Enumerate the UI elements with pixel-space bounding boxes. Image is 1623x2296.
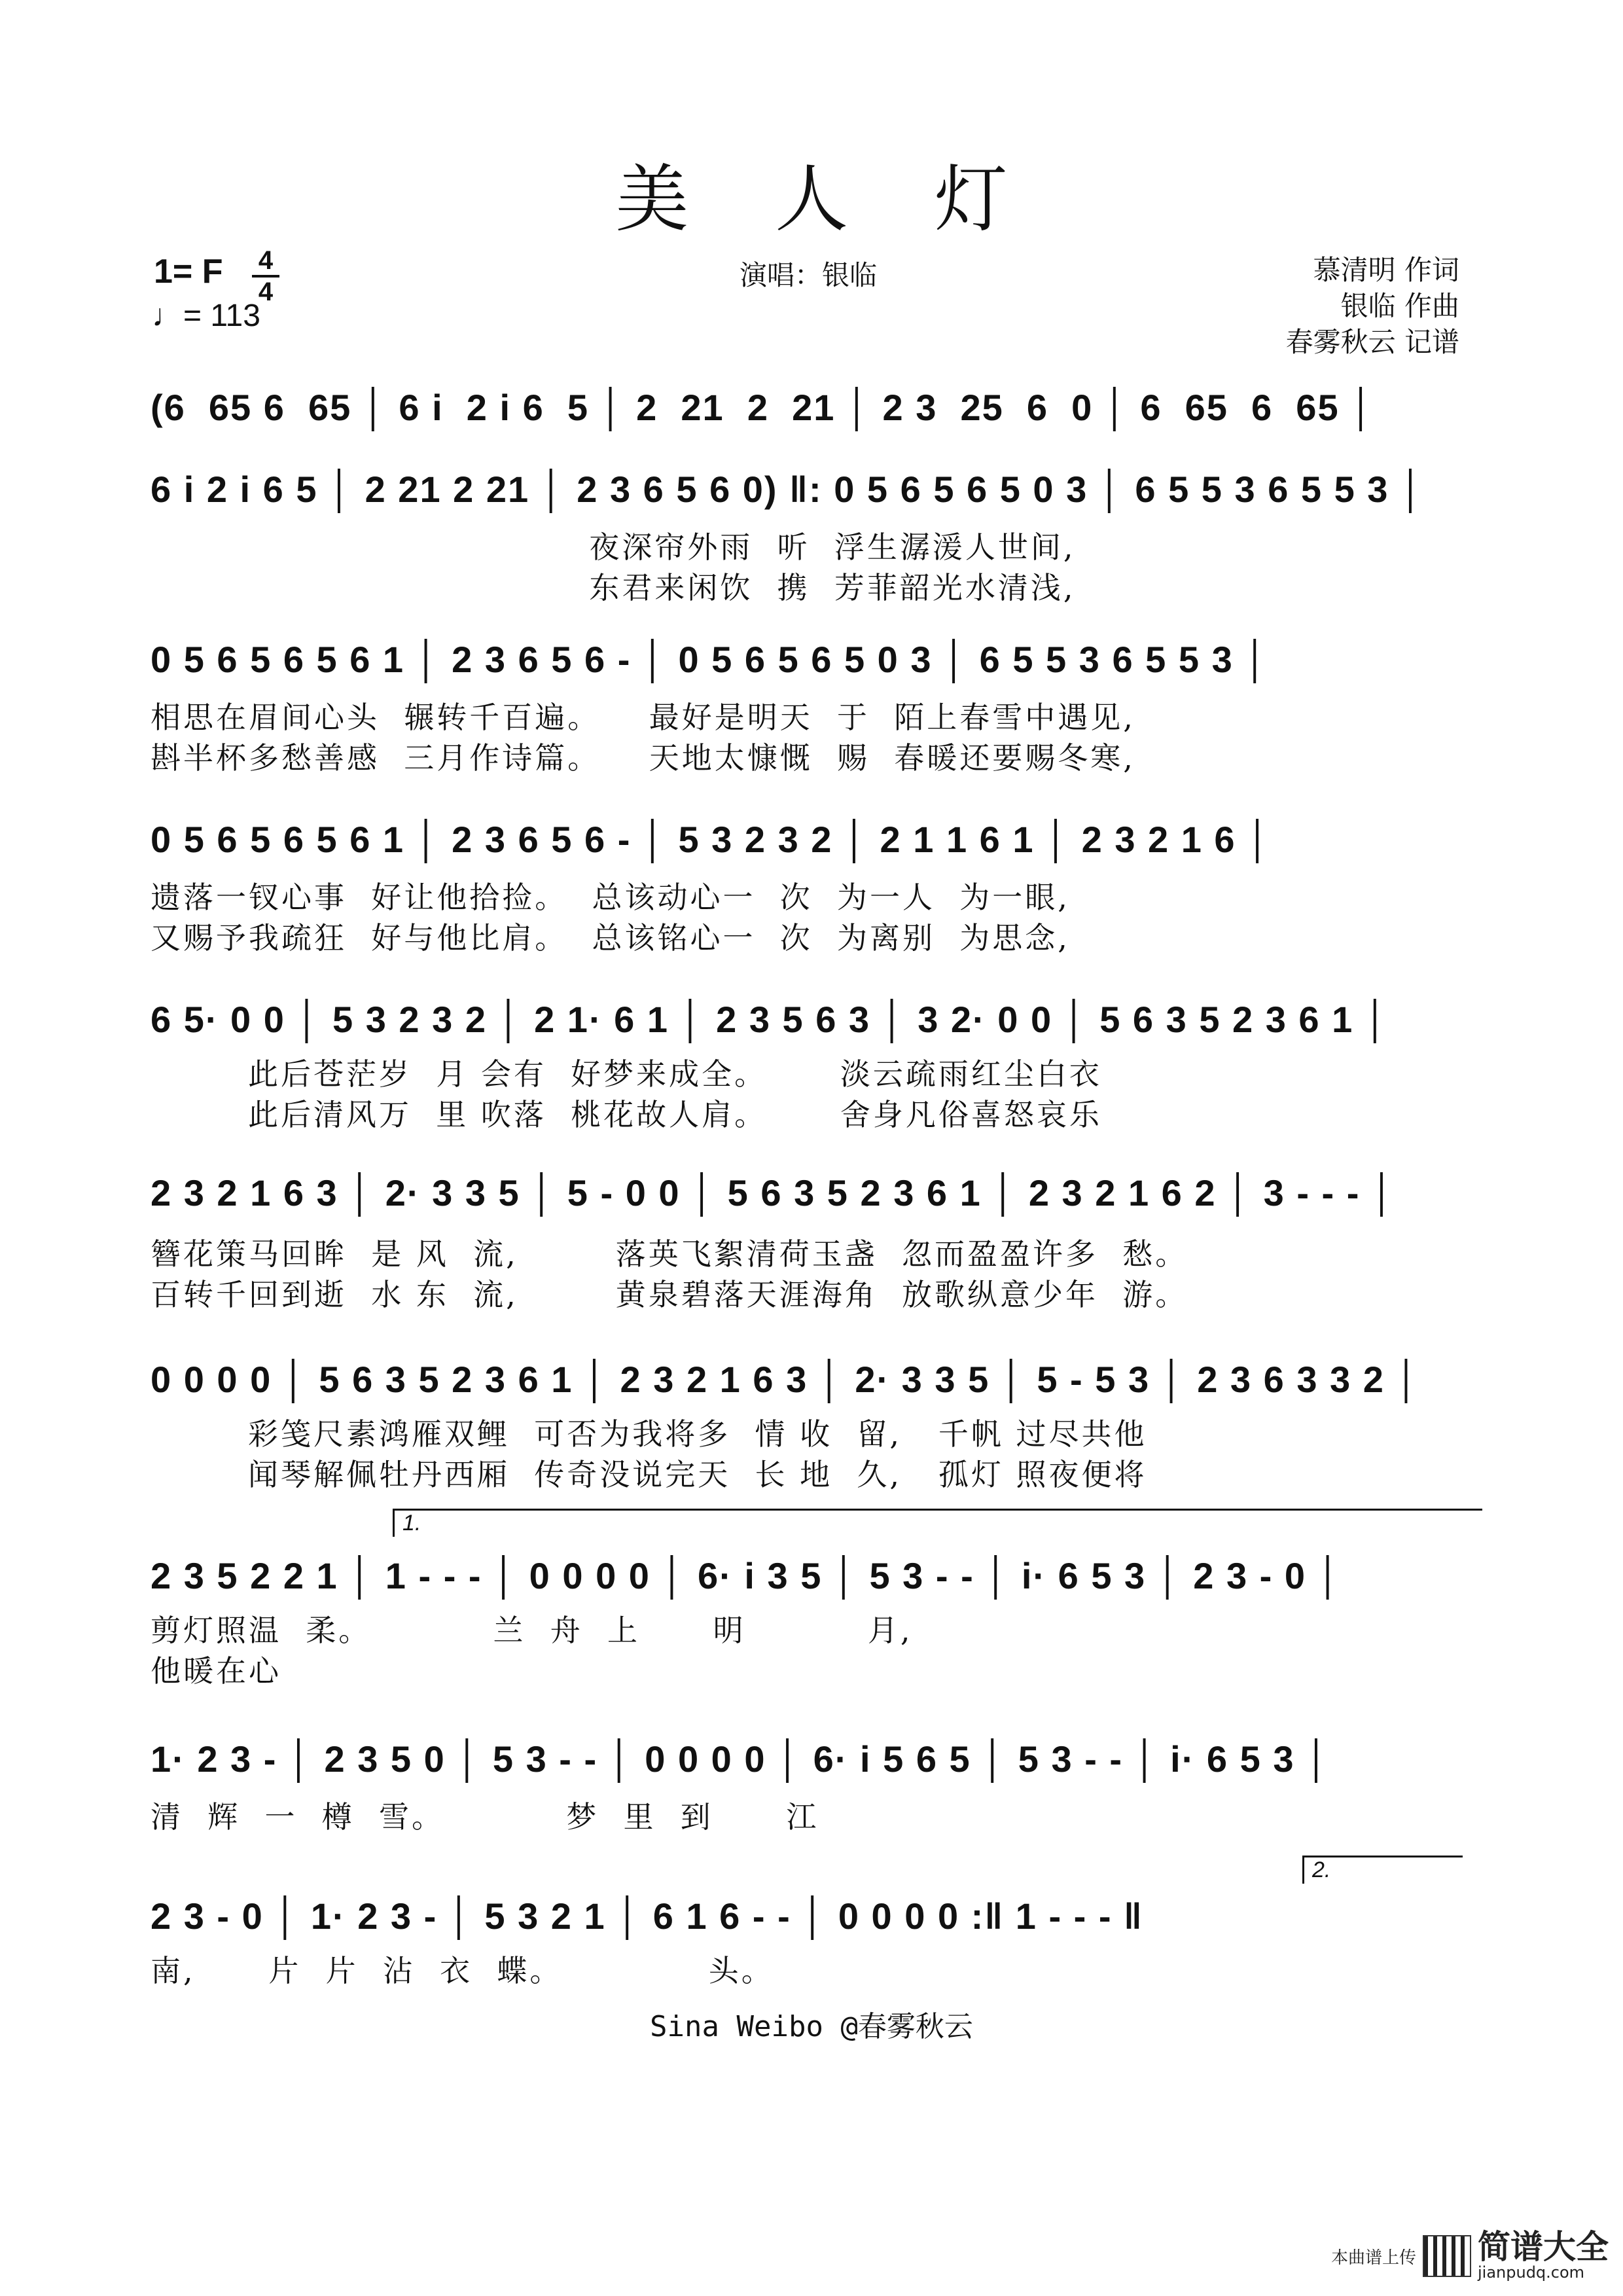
credits-block <box>1286 252 1459 360</box>
score-line-4-lyrics-verse-1: 遗落一钗心事 好让他拾捡。 总该动心一 次 为一人 为一眼, <box>151 880 1070 915</box>
singer-credit: 演唱：银临 <box>740 259 878 291</box>
second-ending-bracket: 2. <box>1302 1856 1463 1884</box>
piano-keys-icon <box>1423 2235 1471 2277</box>
score-line-7-lyrics-verse-2: 闻琴解佩牡丹西厢 传奇没说完天 长 地 久, 孤灯 照夜便将 <box>151 1457 1147 1492</box>
time-signature-top: 4 <box>258 246 274 275</box>
score-line-8-lyrics-verse-1: 剪灯照温 柔。 兰 舟 上 明 月, <box>151 1613 913 1648</box>
score-line-9-notes: 1· 2 3 - │ 2 3 5 0 │ 5 3 - - │ 0 0 0 0 │ 6· i 5 6 5 │ 5 3 - - │ i· 6 5 3 │ <box>151 1738 1331 1780</box>
score-line-4-notes: 0 5 6 5 6 5 6 1 │ 2 3 6 5 6 - │ 5 3 2 3 2 │ 2 1 1 6 1 │ 2 3 2 1 6 │ <box>151 819 1272 860</box>
score-line-1-notes: (6 65 6 65 │ 6 i 2 i 6 5 │ 2 21 2 21 │ 2 3 25 6 0 │ 6 65 6 65 │ <box>151 387 1376 428</box>
score-line-2-lyrics-verse-1: 夜深帘外雨 听 浮生潺湲人世间, <box>151 529 1076 565</box>
score-line-3-lyrics-verse-1: 相思在眉间心头 辗转千百遍。 最好是明天 于 陌上春雪中遇见, <box>151 700 1135 735</box>
score-line-5-notes: 6 5· 0 0 │ 5 3 2 3 2 │ 2 1· 6 1 │ 2 3 5 6 3 │ 3 2· 0 0 │ 5 6 3 5 2 3 6 1 │ <box>151 999 1389 1040</box>
composer-credit: 银临 作曲 <box>1340 290 1459 322</box>
score-line-8-notes: 2 3 5 2 2 1 │ 1 - - - │ 0 0 0 0 │ 6· i 3 5 │ 5 3 - - │ i· 6 5 3 │ 2 3 - 0 │ <box>151 1555 1342 1596</box>
watermark-brand: 简谱大全 <box>1478 2228 1609 2266</box>
page-title: 美 人 灯 <box>615 157 1039 242</box>
lyricist-credit: 慕清明 作词 <box>1313 254 1459 286</box>
score-line-5-lyrics-verse-1: 此后苍茫岁 月 会有 好梦来成全。 淡云疏雨红尘白衣 <box>151 1056 1102 1092</box>
key-signature: 1= F <box>154 253 223 291</box>
time-signature-bottom: 4 <box>258 278 274 306</box>
score-line-10-notes: 2 3 - 0 │ 1· 2 3 - │ 5 3 2 1 │ 6 1 6 - - │ 0 0 0 0 :‖ 1 - - - ‖ <box>151 1895 1143 1937</box>
site-watermark <box>1330 2228 1609 2282</box>
score-line-2-notes: 6 i 2 i 6 5 │ 2 21 2 21 │ 2 3 6 5 6 0) ‖: 0 5 6 5 6 5 0 3 │ 6 5 5 3 6 5 5 3 │ <box>151 469 1425 510</box>
first-ending-bracket: 1. <box>393 1509 1482 1537</box>
score-line-7-lyrics-verse-1: 彩笺尺素鸿雁双鲤 可否为我将多 情 收 留, 千帆 过尽共他 <box>151 1416 1147 1452</box>
watermark-prefix: 本曲谱上传 <box>1330 2248 1416 2268</box>
transcriber-credit: 春雾秋云 记谱 <box>1285 326 1459 358</box>
score-line-3-lyrics-verse-2: 斟半杯多愁善感 三月作诗篇。 天地太慷慨 赐 春暖还要赐冬寒, <box>151 740 1135 776</box>
score-line-6-notes: 2 3 2 1 6 3 │ 2· 3 3 5 │ 5 - 0 0 │ 5 6 3 5 2 3 6 1 │ 2 3 2 1 6 2 │ 3 - - - │ <box>151 1172 1396 1213</box>
score-line-7-notes: 0 0 0 0 │ 5 6 3 5 2 3 6 1 │ 2 3 2 1 6 3 │ 2· 3 3 5 │ 5 - 5 3 │ 2 3 6 3 3 2 │ <box>151 1359 1421 1400</box>
score-line-5-lyrics-verse-2: 此后清风万 里 吹落 桃花故人肩。 舍身凡俗喜怒哀乐 <box>151 1097 1102 1132</box>
time-signature <box>252 247 279 305</box>
watermark-url: jianpudq.com <box>1478 2263 1585 2282</box>
tempo-marking: ♩= 113 <box>152 298 260 333</box>
score-line-3-notes: 0 5 6 5 6 5 6 1 │ 2 3 6 5 6 - │ 0 5 6 5 6 5 0 3 │ 6 5 5 3 6 5 5 3 │ <box>151 639 1270 680</box>
score-line-6-lyrics-verse-1: 簪花策马回眸 是 风 流, 落英飞絮清荷玉盏 忽而盈盈许多 愁。 <box>151 1236 1188 1272</box>
score-line-8-lyrics-verse-2: 他暖在心 <box>151 1653 281 1689</box>
footer-credit: Sina Weibo @春雾秋云 <box>650 2010 973 2043</box>
score-line-2-lyrics-verse-2: 东君来闲饮 携 芳菲韶光水清浅, <box>151 570 1076 605</box>
score-line-6-lyrics-verse-2: 百转千回到逝 水 东 流, 黄泉碧落天涯海角 放歌纵意少年 游。 <box>151 1277 1188 1312</box>
score-line-9-lyrics-verse-1: 清 辉 一 樽 雪。 梦 里 到 江 <box>151 1799 819 1835</box>
score-line-4-lyrics-verse-2: 又赐予我疏狂 好与他比肩。 总该铭心一 次 为离别 为思念, <box>151 920 1070 956</box>
score-line-10-lyrics-verse-1: 南, 片 片 沾 衣 蝶。 头。 <box>151 1953 774 1988</box>
